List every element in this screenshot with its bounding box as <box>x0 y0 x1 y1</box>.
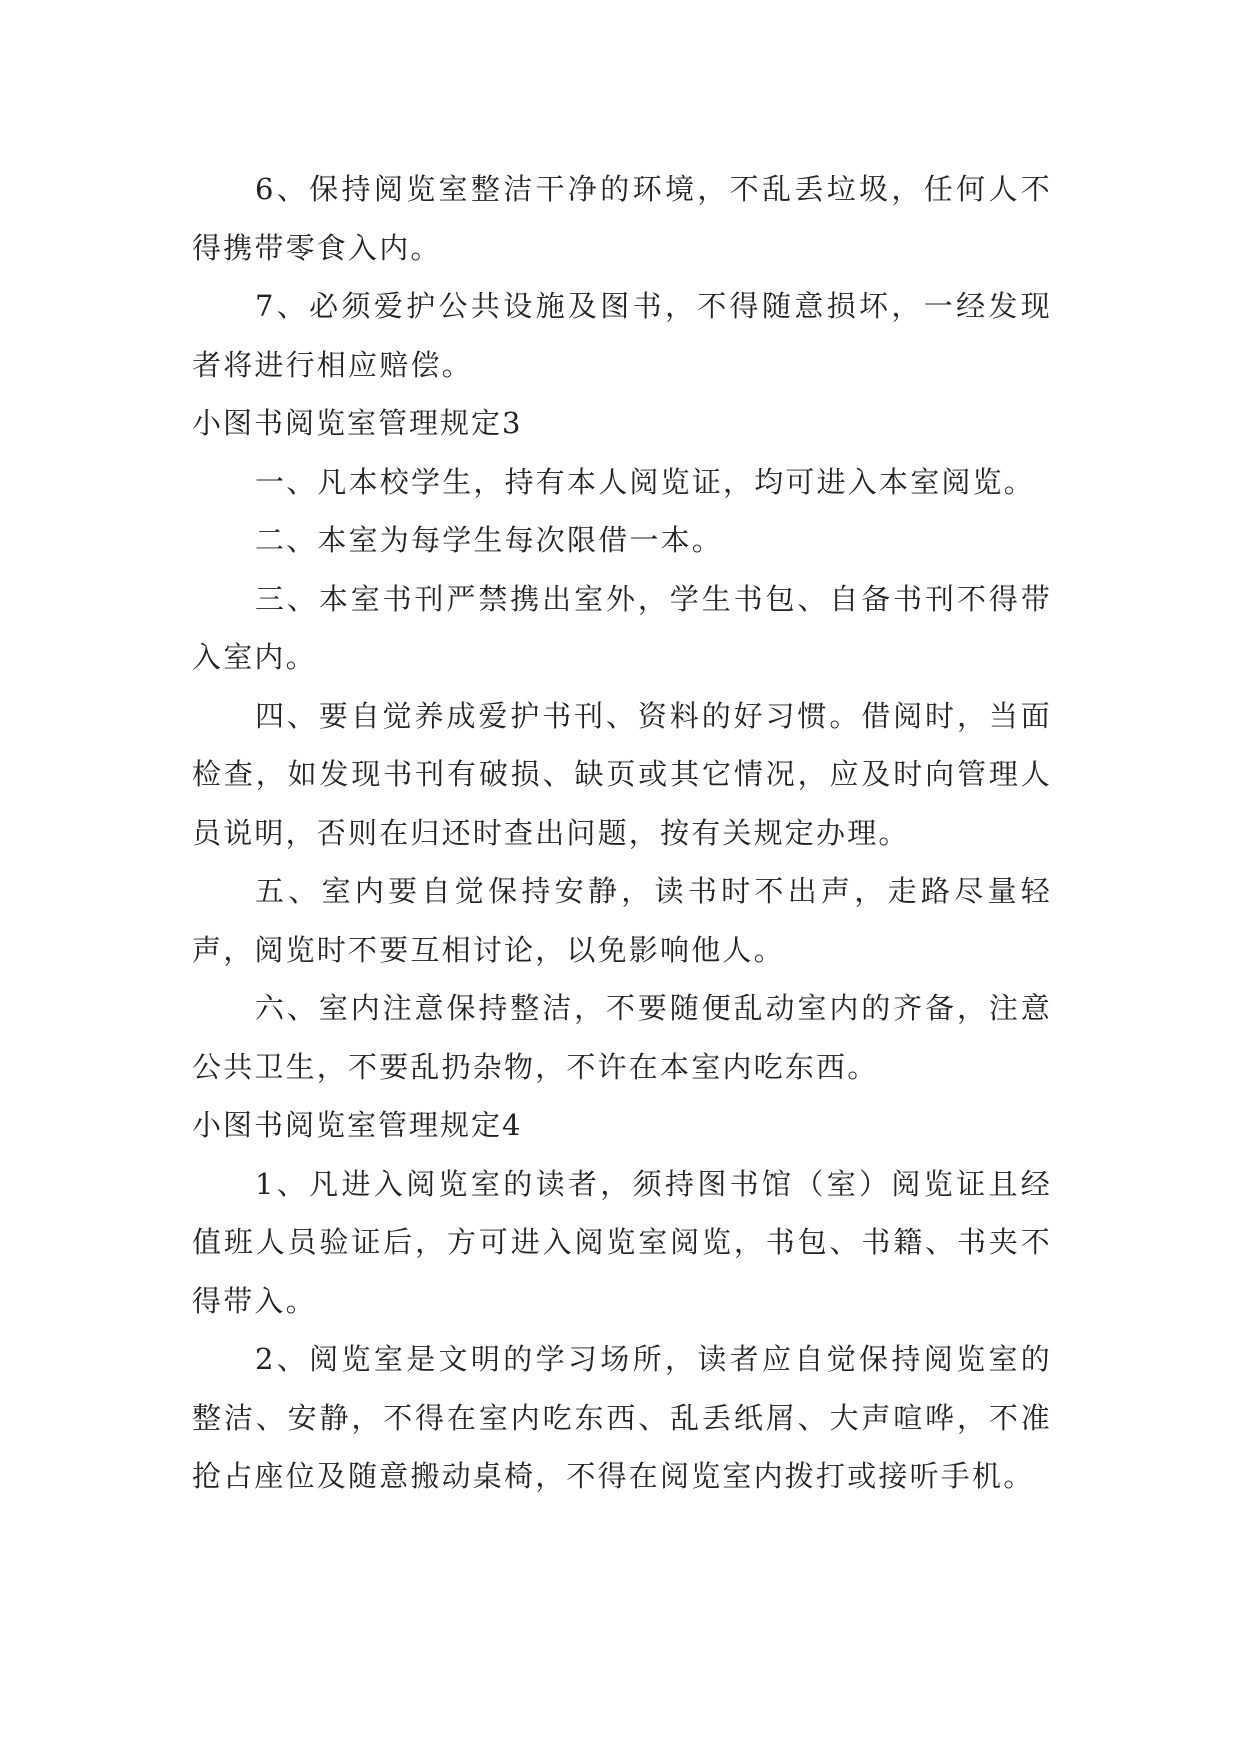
rule-paragraph: 一、凡本校学生，持有本人阅览证，均可进入本室阅览。 <box>255 464 1036 499</box>
rule-paragraph: 1、凡进入阅览室的读者，须持图书馆（室）阅览证且经值班人员验证后，方可进入阅览室阅览，书包、书籍、书夹不得带入。 <box>192 1166 1052 1318</box>
rule-paragraph: 三、本室书刊严禁携出室外，学生书包、自备书刊不得带入室内。 <box>192 581 1052 674</box>
rule-paragraph: 二、本室为每学生每次限借一本。 <box>255 523 724 557</box>
rule-paragraph: 五、室内要自觉保持安静，读书时不出声，走路尽量轻声，阅览时不要互相讨论，以免影响他人。 <box>192 874 1052 967</box>
document-body <box>192 160 1052 1506</box>
rule-paragraph: 六、室内注意保持整洁，不要随便乱动室内的齐备，注意公共卫生，不要乱扔杂物，不许在本室内吃东西。 <box>192 991 1052 1084</box>
section-heading: 小图书阅览室管理规定4 <box>192 1108 523 1142</box>
rule-paragraph: 四、要自觉养成爱护书刊、资料的好习惯。借阅时，当面检查，如发现书刊有破损、缺页或其它情况，应及时向管理人员说明，否则在归还时查出问题，按有关规定办理。 <box>192 698 1052 850</box>
rule-paragraph: 6、保持阅览室整洁干净的环境，不乱丢垃圾，任何人不得携带零食入内。 <box>192 172 1052 265</box>
section-heading: 小图书阅览室管理规定3 <box>192 406 523 440</box>
rule-paragraph: 2、阅览室是文明的学习场所，读者应自觉保持阅览室的整洁、安静，不得在室内吃东西、乱丢纸屑、大声喧哗，不准抢占座位及随意搬动桌椅，不得在阅览室内拨打或接听手机。 <box>192 1342 1052 1493</box>
rule-paragraph: 7、必须爱护公共设施及图书，不得随意损坏，一经发现者将进行相应赔偿。 <box>192 289 1052 382</box>
